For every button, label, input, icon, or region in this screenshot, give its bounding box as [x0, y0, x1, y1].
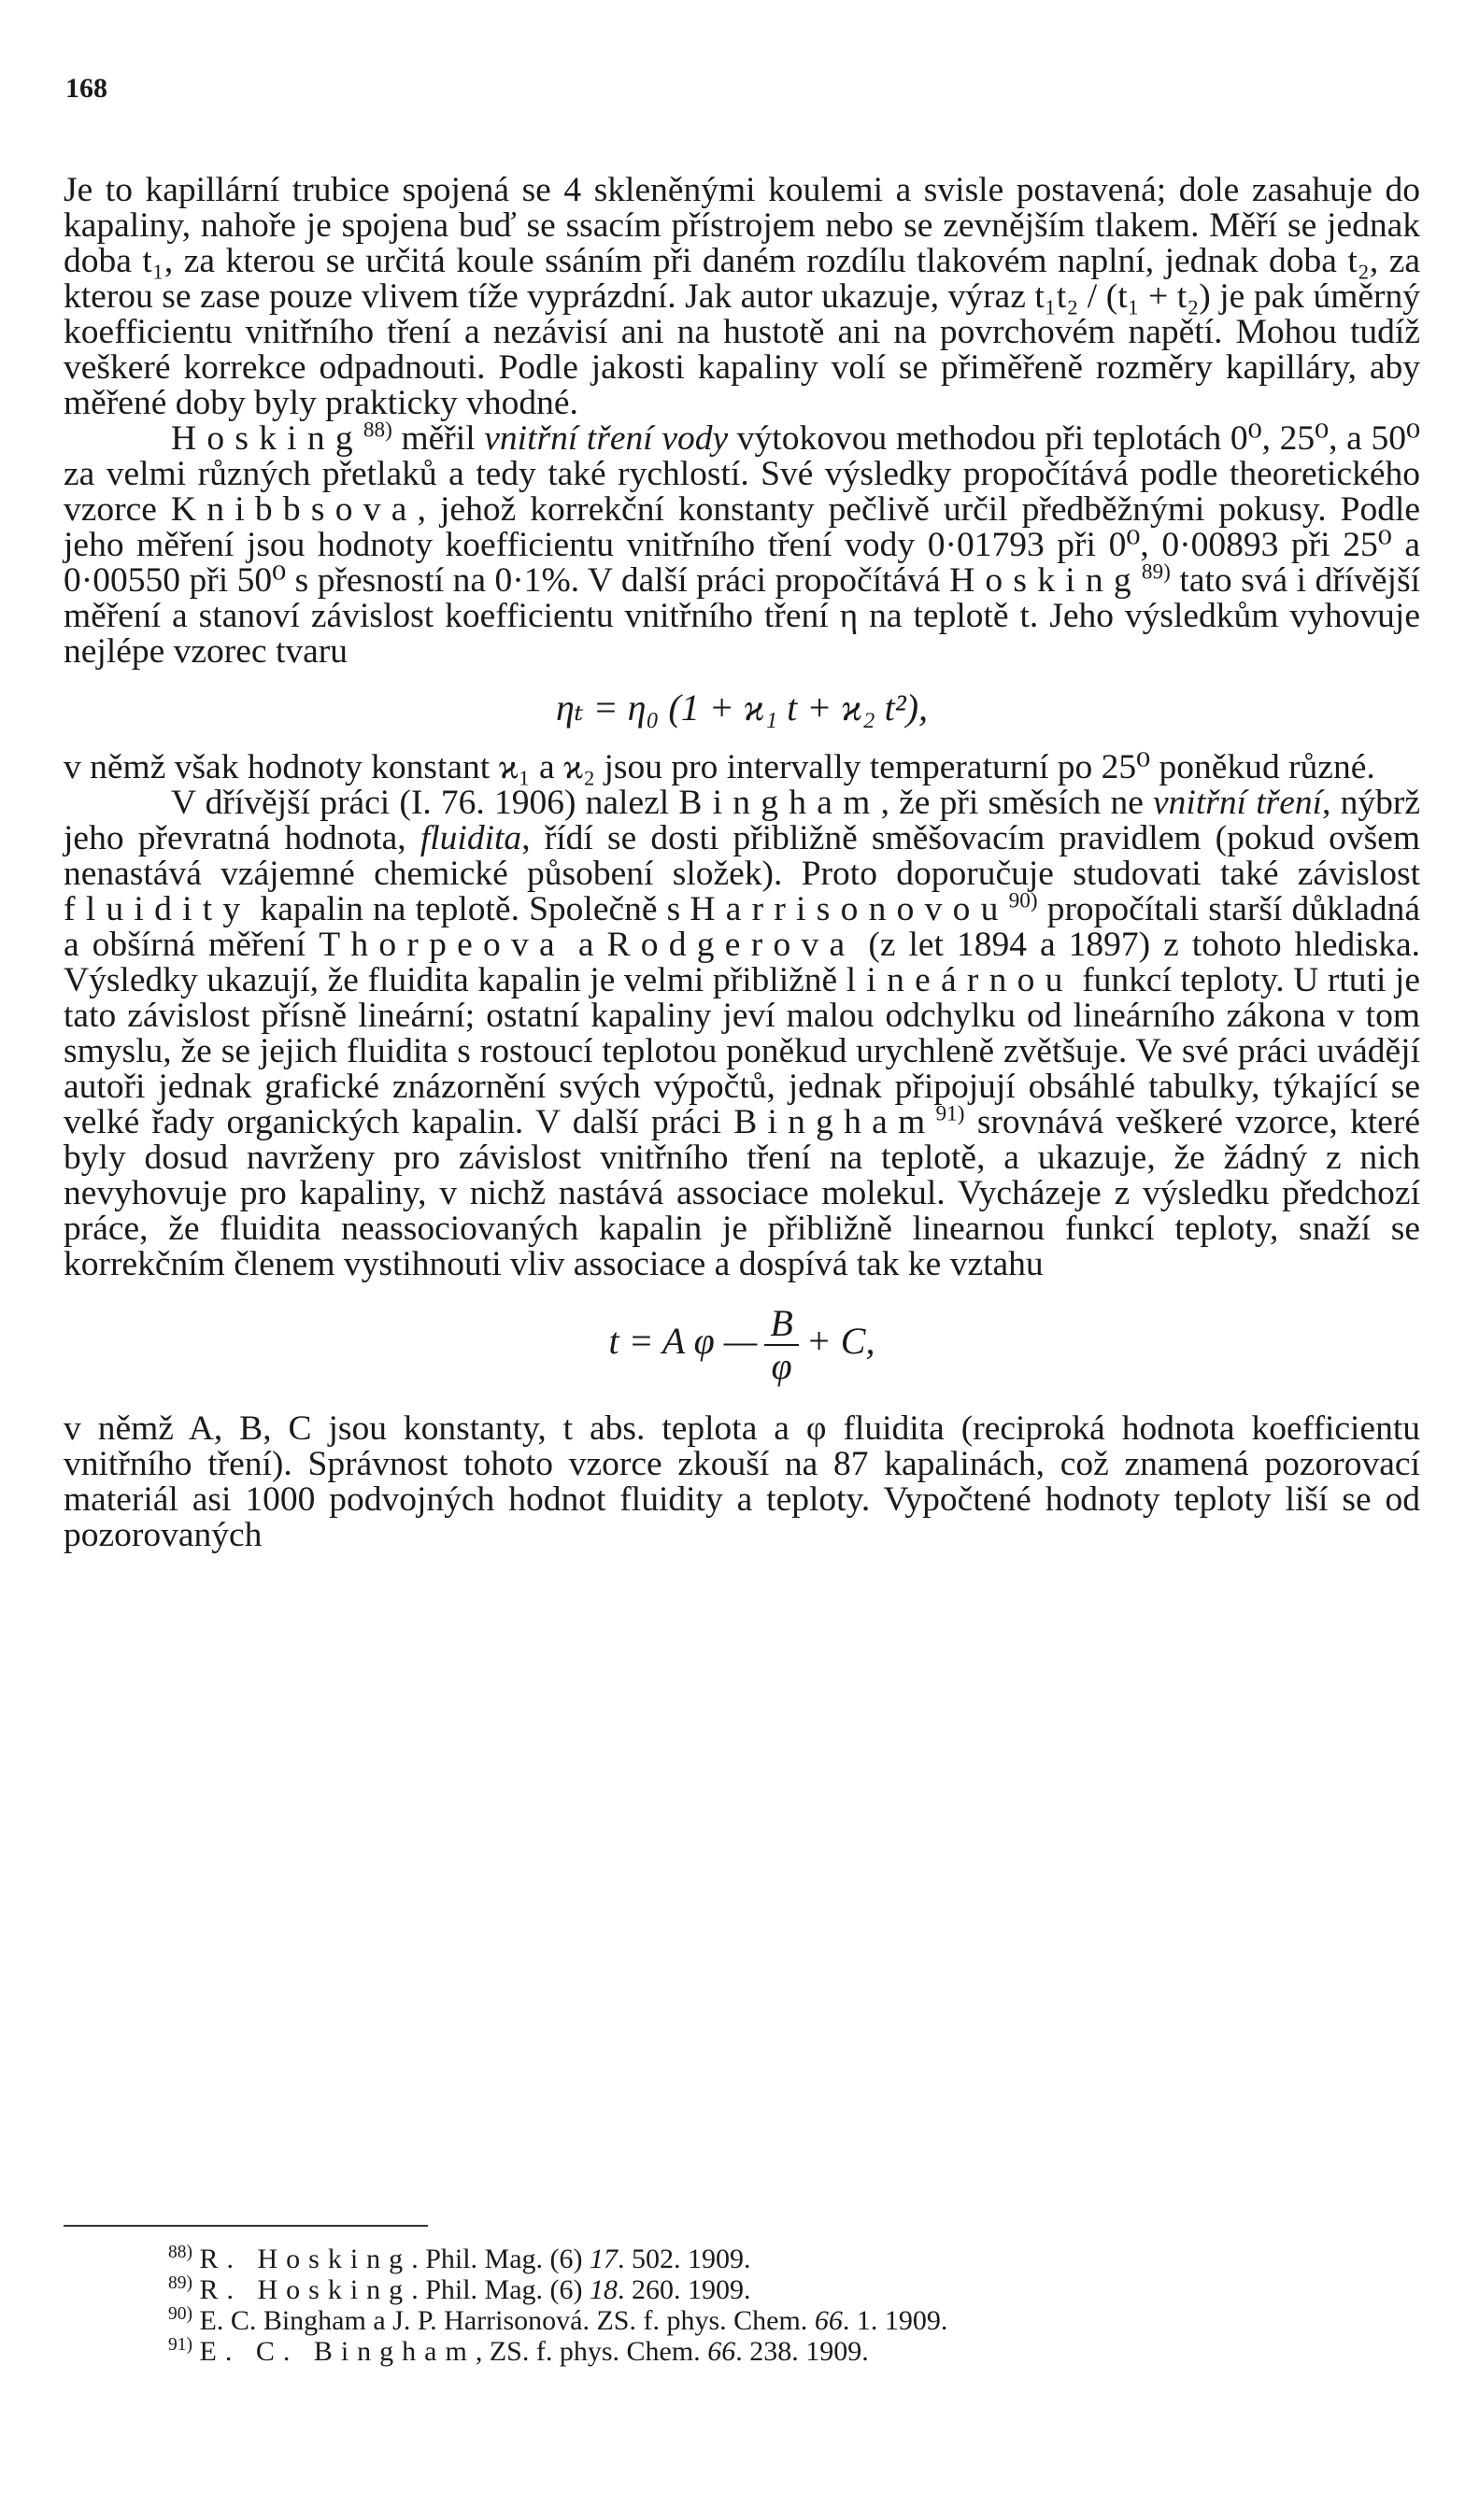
paragraph-1: Je to kapillární trubice spojená se 4 skleněnými koulemi a svisle postavená; dole zasahuje do kapaliny, nahoře je spojena buď se ssacím přístrojem nebo se zevnějším tlakem. Měří se jednak doba t₁, za kterou se určitá koule ssáním při daném rozdílu tlakovém naplní, jednak doba t₂, za kterou se zase pouze vlivem tíže vyprázdní. Jak autor ukazuje, výraz t₁t₂ / (t₁ + t₂) je pak úměrný koefficientu vnitřního tření a nezávisí ani na hustotě ani na povrchovém napětí. Mohou tudíž veškeré korrekce odpadnouti. Podle jakosti kapaliny volí se přiměřeně rozměry kapilláry, aby měřené doby byly prakticky vhodné. — [64, 171, 1420, 422]
author-name: Bingham — [678, 784, 881, 822]
emphasis: vnitřní tření — [1153, 784, 1323, 822]
footnote-divider — [64, 2225, 428, 2227]
equation-1: ηₜ = η₀ (1 + ϰ₁ t + ϰ₂ t²), — [555, 687, 929, 729]
footnote-ref: 90) — [1008, 888, 1038, 913]
fraction — [764, 1303, 798, 1387]
author-name: Bingham — [733, 1103, 936, 1141]
spaced-term: lineárnou — [846, 961, 1074, 999]
author-name: Knibbsova — [170, 490, 418, 529]
footnote-ref: 88) — [363, 418, 392, 443]
footnotes — [168, 2244, 1420, 2367]
author-name: Rodgerova — [606, 926, 856, 964]
footnote: $^{91)}$ E. C. Bingham, ZS. f. phys. Chem. 66. 238. 1909. — [168, 2335, 869, 2367]
footnote: $^{90)}$ E. C. Bingham a J. P. Harrisonová. ZS. f. phys. Chem. 66. 1. 1909. — [168, 2304, 948, 2336]
equation-2: t = A φ — $\frac{B}{\varphi}$ + C, — [608, 1302, 875, 1387]
footnote: $^{89)}$ R. Hosking. Phil. Mag. (6) 18. 260. 1909. — [168, 2273, 751, 2305]
body-text — [64, 173, 1420, 1553]
author-name: Thorpeova — [319, 926, 565, 964]
paragraph-3: v němž však hodnoty konstant ϰ₁ a ϰ₂ jsou pro intervally temperaturní po 25⁰ poněkud různé. — [64, 748, 1375, 786]
paragraph-2: Hosking$^{88)}$ měřil vnitřní tření vody výtokovou methodou při teplotách 0⁰, 25⁰, a 50⁰ za velmi různých přetlaků a tedy také rychlostí. Své výsledky propočítává podle theoretického vzorce Knibbsova, jehož korrekční konstanty pečlivě určil předběžnými pokusy. Podle jeho měření jsou hodnoty koefficientu vnitřního tření vody 0·01793 při 0⁰, 0·00893 při 25⁰ a 0·00550 při 50⁰ s přesností na 0·1%. V další práci propočítává Hosking$^{89)}$ tato svá i dřívější měření a stanoví závislost koefficientu vnitřního tření η na teplotě t. Jeho výsledkům vyhovuje nejlépe vzorec tvaru — [64, 418, 1421, 671]
author-name: Hosking — [171, 419, 363, 458]
author-name: Hosking — [949, 561, 1142, 600]
paragraph-5: v němž A, B, C jsou konstanty, t abs. teplota a φ fluidita (reciproká hodnota koefficientu vnitřního tření). Správnost tohoto vzorce zkouší na 87 kapalinách, což znamená pozorovací materiál asi 1000 podvojných hodnot fluidity a teploty. Vypočtené hodnoty teploty liší se od pozorovaných — [64, 1409, 1420, 1554]
emphasis: fluidita — [420, 819, 522, 857]
page-number: 168 — [65, 73, 107, 104]
footnote: $^{88)}$ R. Hosking. Phil. Mag. (6) 17. 502. 1909. — [168, 2243, 751, 2274]
author-name: Harrisonovou — [690, 890, 1009, 928]
fraction-denominator: φ — [771, 1345, 792, 1387]
spaced-term: fluidity — [64, 890, 251, 928]
footnote-ref: 89) — [1141, 559, 1171, 585]
paragraph-4: V dřívější práci (I. 76. 1906) nalezl Bingham, že při směsích ne vnitřní tření, nýbrž jeho převratná hodnota, fluidita, řídí se dosti přibližně směšovacím pravidlem (pokud ovšem nenastává vzájemné chemické působení složek). Proto doporučuje studovati také závislost fluidity kapalin na teplotě. Společně s Harrisonovou$^{90)}$ propočítali starší důkladná a obšírná měření Thorpeova a Rodgerova (z let 1894 a 1897) z tohoto hlediska. Výsledky ukazují, že fluidita kapalin je velmi přibližně lineárnou funkcí teploty. U rtuti je tato závislost přísně lineární; ostatní kapaliny jeví malou odchylku od lineárního zákona v tom smyslu, že se jejich fluidita s rostoucí teplotou poněkud urychleně zvětšuje. Ve své práci uvádějí autoři jednak grafické znázornění svých výpočtů, jednak připojují obsáhlé tabulky, týkající se velké řady organických kapalin. V další práci Bingham$^{91)}$ srovnává veškeré vzorce, které byly dosud navrženy pro závislost vnitřního tření na teplotě, a ukazuje, že žádný z nich nevyhovuje pro kapaliny, v nichž nastává associace molekul. Vycházeje z výsledku předchozí práce, že fluidita neassociovaných kapalin je přibližně linearnou funkcí teploty, snaží se korrekčním členem vystihnouti vliv associace a dospívá tak ke vztahu — [64, 784, 1421, 1283]
emphasis: vnitřní tření vody — [484, 419, 729, 458]
fraction-numerator: B — [764, 1303, 798, 1346]
footnote-ref: 91) — [935, 1101, 965, 1126]
